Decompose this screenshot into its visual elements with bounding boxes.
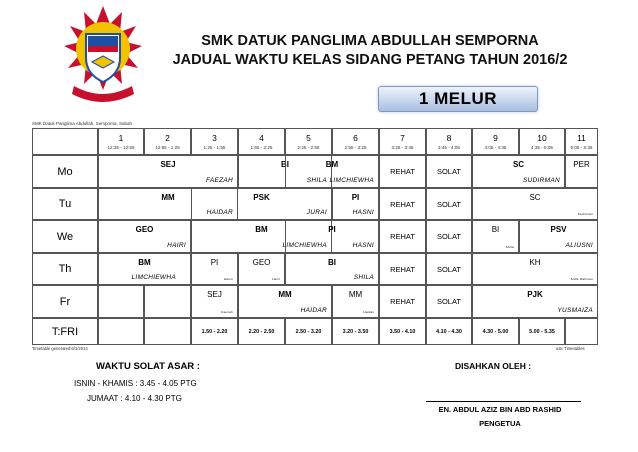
teacher-name: SHILA (306, 177, 327, 184)
empty-cell (98, 318, 144, 345)
period-number: 10 (537, 133, 547, 143)
day-label-wednesday: We (32, 220, 98, 253)
friday-time-cell: 4.10 - 4.30 (426, 318, 472, 345)
teacher-name: SUDIRMAN (522, 177, 560, 184)
lesson-cell[interactable] (98, 253, 191, 285)
period-time: 4:05 - 4:35 (484, 145, 507, 150)
lesson-cell[interactable] (472, 253, 598, 285)
school-logo (62, 4, 144, 110)
prayer-cell: SOLAT (426, 285, 472, 318)
lesson-cell[interactable] (238, 253, 285, 285)
period-number: 1 (118, 133, 124, 143)
day-label-tuesday: Tu (32, 188, 98, 220)
subject-code: PI (351, 193, 360, 202)
teacher-name: LIMCHIEWHA (282, 242, 327, 249)
period-number: 5 (306, 133, 311, 143)
day-label-friday-times: T:FRI (32, 318, 98, 345)
period-time: 12:55 - 1:25 (155, 145, 180, 150)
period-header (98, 128, 144, 155)
period-header (472, 128, 519, 155)
lesson-cell[interactable] (472, 220, 519, 253)
lesson-cell[interactable] (285, 253, 379, 285)
school-note: SMK Datuk Panglima Abdullah, Semporna, Sabah (32, 121, 133, 126)
lesson-cell[interactable] (285, 220, 379, 253)
break-cell: REHAT (379, 188, 426, 220)
teacher-name: LIMCHIEWHA (329, 177, 374, 184)
friday-time-cell: 5.00 - 5.35 (519, 318, 565, 345)
period-number: 8 (446, 133, 452, 143)
empty-cell (144, 318, 191, 345)
period-number: 11 (577, 133, 586, 143)
period-time: 2:55 - 3:25 (344, 145, 367, 150)
prayer-time-weekday: ISNIN - KHAMIS : 3.45 - 4.05 PTG (74, 379, 197, 388)
generated-note: Timetable generated:6/1/2014 (32, 346, 88, 351)
friday-time-cell: 3.20 - 3.50 (332, 318, 379, 345)
prayer-time-friday: JUMAAT : 4.10 - 4.30 PTG (87, 394, 182, 403)
lesson-cell[interactable] (98, 155, 238, 188)
lesson-cell[interactable] (191, 285, 238, 318)
teacher-name: HASNI (352, 242, 374, 249)
school-title: SMK DATUK PANGLIMA ABDULLAH SEMPORNA (201, 33, 539, 49)
teacher-name: HASNI (352, 209, 374, 216)
lesson-cell[interactable] (191, 188, 332, 220)
subject-code: PSK (253, 193, 270, 202)
subject-code: SC (512, 160, 525, 169)
class-name-badge: 1 MELUR (378, 86, 538, 112)
subject-code: MM (278, 290, 292, 299)
break-cell: REHAT (379, 253, 426, 285)
subject-code: PI (210, 258, 219, 267)
period-header (426, 128, 472, 155)
period-header (285, 128, 332, 155)
teacher-name: Shila (505, 245, 514, 249)
period-header (191, 128, 238, 155)
lesson-cell[interactable] (285, 155, 379, 188)
lesson-cell[interactable] (332, 285, 379, 318)
approval-title: DISAHKAN OLEH : (455, 361, 532, 371)
teacher-name: Hairi (272, 277, 280, 281)
period-time: 3:45 - 4:05 (438, 145, 460, 150)
subject-code: PJK (527, 290, 543, 299)
lesson-cell[interactable] (519, 220, 598, 253)
teacher-name: YUSMAIZA (557, 307, 593, 314)
approver-name: EN. ABDUL AZIZ BIN ABD RASHID (438, 405, 562, 414)
day-label-thursday: Th (32, 253, 98, 285)
period-number: 6 (353, 133, 358, 143)
friday-time-cell: 2.50 - 3.20 (285, 318, 332, 345)
day-label-friday: Fr (32, 285, 98, 318)
subject-code: BI (328, 258, 336, 267)
corner-cell (32, 128, 98, 155)
subject-code: BM (138, 258, 151, 267)
prayer-cell: SOLAT (426, 220, 472, 253)
period-time: 4:35 - 5:05 (531, 145, 553, 150)
subject-code: MM (161, 193, 175, 202)
period-time: 1:55 - 2:25 (250, 145, 273, 150)
prayer-time-title: WAKTU SOLAT ASAR : (96, 361, 200, 372)
teacher-name: Sidik Rahman (570, 277, 593, 281)
break-cell: REHAT (379, 285, 426, 318)
subject-code: SEJ (207, 290, 222, 299)
period-time: 3:25 - 3:45 (391, 145, 414, 150)
period-number: 7 (400, 133, 405, 143)
timetable-title: JADUAL WAKTU KELAS SIDANG PETANG TAHUN 2016/2 (172, 52, 568, 68)
period-header (379, 128, 426, 155)
lesson-cell[interactable] (472, 285, 598, 318)
subject-code: BI (491, 225, 500, 234)
subject-code: BM (255, 225, 268, 234)
friday-time-cell: 2.20 - 2.50 (238, 318, 285, 345)
subject-code: SEJ (160, 160, 176, 169)
subject-code: GEO (135, 225, 154, 234)
teacher-name: JURAI (306, 209, 327, 216)
teacher-name: HAIDAR (300, 307, 327, 314)
period-time: 2:25 - 2:55 (297, 145, 320, 150)
subject-code: MM (348, 290, 363, 299)
period-number: 9 (493, 133, 498, 143)
prayer-cell: SOLAT (426, 188, 472, 220)
subject-code: PSV (550, 225, 567, 234)
signature-line (426, 401, 581, 402)
period-time: 1:25 - 1:55 (203, 145, 226, 150)
teacher-name: Hasni (223, 277, 233, 281)
period-header (565, 128, 598, 155)
break-cell: REHAT (379, 220, 426, 253)
timetable-grid (32, 128, 598, 345)
empty-cell (565, 318, 598, 345)
prayer-cell: SOLAT (426, 253, 472, 285)
period-time: 5:05 - 5:35 (570, 145, 593, 150)
teacher-name: HAIDAR (206, 209, 233, 216)
day-label-monday: Mo (32, 155, 98, 188)
subject-code: KH (529, 258, 541, 267)
lesson-cell[interactable] (238, 285, 332, 318)
teacher-name: Haidar (363, 310, 374, 314)
subject-code: PER (573, 160, 590, 169)
teacher-name: LIMCHIEWHA (131, 274, 176, 281)
software-note: aSc Timetables (556, 346, 585, 351)
period-header (238, 128, 285, 155)
teacher-name: ALIUSNI (565, 242, 593, 249)
period-time: 12:35 - 12:55 (107, 145, 135, 150)
subject-code: SC (529, 193, 541, 202)
lesson-cell[interactable] (98, 220, 191, 253)
teacher-name: SHILA (353, 274, 374, 281)
subject-code: BI (281, 160, 289, 169)
period-header (144, 128, 191, 155)
approver-position: PENGETUA (479, 419, 521, 428)
empty-cell (98, 285, 144, 318)
teacher-name: FAEZAH (206, 177, 233, 184)
period-header (332, 128, 379, 155)
friday-time-cell: 4.30 - 5.00 (472, 318, 519, 345)
subject-code: BM (325, 160, 339, 169)
lesson-cell[interactable] (472, 155, 565, 188)
friday-time-cell: 1.50 - 2.20 (191, 318, 238, 345)
subject-code: PI (328, 225, 336, 234)
period-number: 2 (165, 133, 170, 143)
empty-cell (144, 285, 191, 318)
lesson-cell[interactable] (191, 253, 238, 285)
period-header (519, 128, 565, 155)
teacher-name: HAIRI (167, 242, 186, 249)
lesson-cell[interactable] (472, 188, 598, 220)
period-number: 3 (212, 133, 217, 143)
subject-code: GEO (252, 258, 271, 267)
teacher-name: Sudirman (577, 212, 593, 216)
break-cell: REHAT (379, 155, 426, 188)
period-number: 4 (259, 133, 264, 143)
lesson-cell[interactable] (332, 188, 379, 220)
prayer-cell: SOLAT (426, 155, 472, 188)
lesson-cell[interactable] (565, 155, 598, 188)
friday-time-cell: 3.50 - 4.10 (379, 318, 426, 345)
teacher-name: Faezah (221, 310, 233, 314)
